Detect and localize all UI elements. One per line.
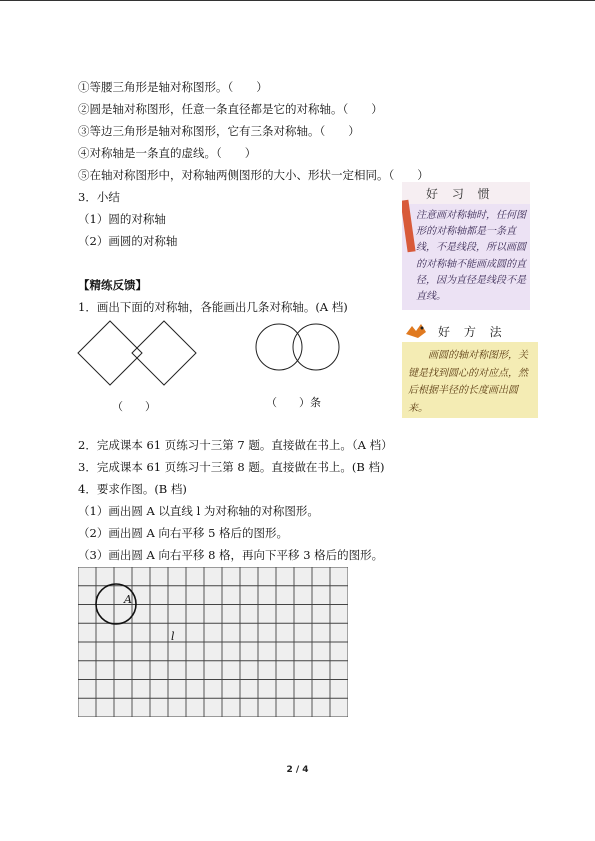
good-method-title: 好 方 法: [438, 325, 507, 339]
line-l-label: l: [171, 630, 175, 643]
judge-item-3: ③等边三角形是轴对称图形，它有三条对称轴。（ ）: [78, 124, 360, 138]
judge-item-5: ⑤在轴对称图形中，对称轴两侧图形的大小、形状一定相同。（ ）: [78, 168, 429, 182]
page-number: 2 / 4: [286, 765, 309, 775]
circle-a-label: A: [124, 593, 132, 606]
question-4-part-3: （3）画出圆 A 向右平移 8 格，再向下平移 3 格后的图形。: [78, 548, 384, 562]
question-4-part-2: （2）画出圆 A 向右平移 5 格后的图形。: [78, 526, 289, 540]
judge-item-1: ①等腰三角形是轴对称图形。（ ）: [78, 80, 268, 94]
circles-answer-blank: （ ）条: [266, 396, 321, 409]
question-4-part-1: （1）画出圆 A 以直线 l 为对称轴的对称图形。: [78, 504, 319, 518]
question-3: 3．完成课本 61 页练习十三第 8 题。直接做在书上。(B 档): [78, 460, 385, 474]
question-4: 4．要求作图。(B 档): [78, 482, 187, 496]
good-habit-title: 好 习 惯: [426, 187, 495, 201]
question-2: 2．完成课本 61 页练习十三第 7 题。直接做在书上。（A 档）: [78, 438, 393, 452]
good-habit-text: 注意画对称轴时，任何图形的对称轴都是一条直线，不是线段，所以画圆的对称轴不能画成圆的直径，因为直径是线段不是直线。: [416, 210, 526, 303]
bird-icon: [404, 322, 428, 340]
summary-item-2: （2）画圆的对称轴: [78, 234, 178, 248]
question-1: 1．画出下面的对称轴，各能画出几条对称轴。(A 档): [78, 300, 348, 314]
summary-item-1: （1）圆的对称轴: [78, 212, 166, 226]
judge-item-4: ④对称轴是一条直的虚线。（ ）: [78, 146, 257, 160]
judge-item-2: ②圆是轴对称图形，任意一条直径都是它的对称轴。（ ）: [78, 102, 383, 116]
overlapping-diamonds-figure: [76, 318, 200, 390]
overlapping-circles-figure: [254, 322, 346, 374]
diamonds-answer-blank: （ ）: [112, 400, 156, 413]
good-habit-decoration: [402, 200, 416, 253]
good-method-text: 画圆的轴对称图形，关键是找到圆心的对应点，然后根据半径的长度画出圆来。: [408, 350, 528, 414]
good-method-tip: [402, 320, 538, 418]
practice-section-title: 【精练反馈】: [78, 278, 147, 292]
good-habit-tip: [402, 182, 530, 310]
summary-heading: 3．小结: [78, 190, 120, 204]
page-top-border: [0, 0, 595, 1]
square-grid-figure: [78, 567, 348, 717]
